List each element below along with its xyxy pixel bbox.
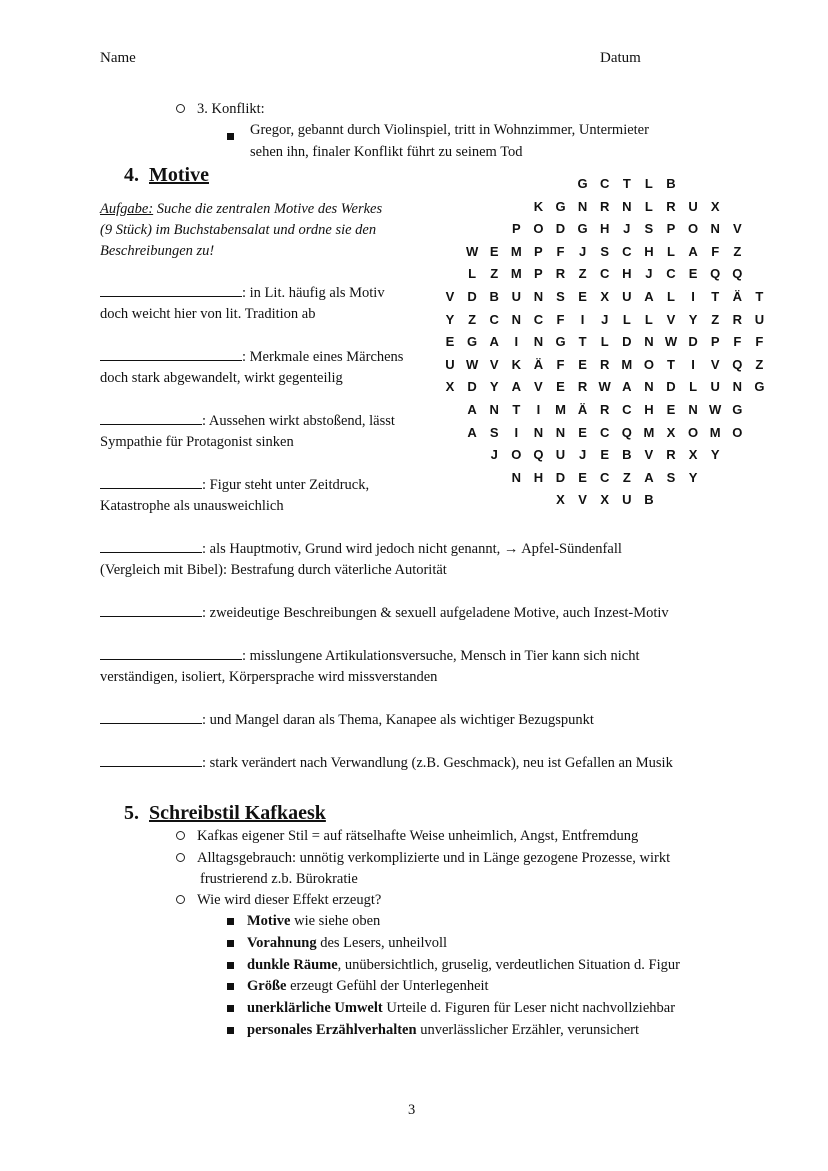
motive-item-3-line-1: : Aussehen wirkt abstoßend, lässt	[202, 413, 395, 429]
grid-letter: Z	[468, 311, 477, 327]
style-point-3	[176, 890, 381, 911]
grid-letter: F	[556, 311, 565, 327]
grid-letter: P	[534, 243, 543, 259]
effect-bullet-3-bold: dunkle Räume	[247, 957, 338, 973]
motive-item-4-line-1: : Figur steht unter Zeitdruck,	[202, 477, 370, 493]
grid-letter: C	[533, 311, 544, 327]
grid-letter: U	[555, 447, 566, 463]
motive-item-7-line-2: verständigen, isoliert, Körpersprache wird missverstanden	[100, 669, 438, 685]
grid-letter: I	[691, 289, 695, 304]
answer-blank-2[interactable]	[100, 348, 242, 361]
grid-letter: D	[467, 379, 477, 395]
grid-letter: D	[688, 334, 698, 350]
grid-letter: L	[667, 243, 675, 259]
section-5-title: Schreibstil Kafkaesk	[149, 802, 326, 824]
effect-bullet-2	[227, 933, 447, 954]
grid-letter: T	[755, 289, 764, 304]
grid-letter: Y	[688, 469, 698, 485]
grid-letter: T	[578, 334, 587, 350]
effect-bullet-2-rest: des Lesers, unheilvoll	[316, 935, 448, 951]
grid-letter: Ä	[577, 402, 588, 417]
grid-letter: I	[514, 424, 519, 440]
word-search-grid	[440, 176, 790, 521]
grid-letter: J	[578, 447, 587, 463]
grid-letter: F	[556, 356, 565, 372]
grid-letter: E	[666, 402, 676, 417]
grid-letter: L	[468, 266, 477, 282]
grid-letter: Q	[621, 424, 632, 440]
grid-letter: C	[599, 469, 610, 485]
conflict-title: 3. Konflikt:	[197, 101, 265, 117]
answer-blank-8[interactable]	[100, 711, 202, 724]
grid-letter: E	[578, 469, 587, 485]
grid-letter: K	[511, 356, 521, 372]
motive-item-8	[100, 710, 740, 731]
task-line-2: (9 Stück) im Buchstabensalat und ordne sie den	[100, 222, 377, 238]
grid-letter: J	[623, 221, 631, 237]
grid-letter: E	[556, 379, 565, 395]
motive-item-7	[100, 646, 740, 688]
square-bullet-icon	[227, 1027, 234, 1034]
grid-letter: R	[599, 402, 610, 417]
grid-letter: Y	[710, 447, 720, 463]
motive-item-1-line-1: : in Lit. häufig als Motiv	[242, 285, 385, 301]
task-line-1: Suche die zentralen Motive des Werkes	[153, 201, 383, 217]
effect-bullet-6-rest: unverlässlicher Erzähler, verunsichert	[416, 1022, 640, 1038]
answer-blank-5[interactable]	[100, 540, 202, 553]
grid-letter: Q	[710, 266, 721, 282]
task-label: Aufgabe:	[100, 201, 154, 217]
grid-letter: C	[489, 311, 499, 327]
grid-letter: E	[578, 356, 587, 372]
date-label: Datum	[600, 50, 641, 66]
grid-letter: B	[666, 176, 676, 191]
motive-item-3-line-2: Sympathie für Protagonist sinken	[100, 434, 294, 450]
square-bullet-icon	[227, 962, 234, 969]
answer-blank-3[interactable]	[100, 412, 202, 425]
grid-letter: G	[754, 379, 765, 395]
grid-letter: U	[622, 289, 632, 304]
grid-letter: C	[599, 176, 610, 191]
grid-letter: L	[600, 334, 609, 350]
grid-letter: X	[600, 289, 610, 304]
motive-item-6	[100, 603, 740, 624]
grid-letter: G	[732, 402, 743, 417]
section-5-number: 5.	[124, 802, 139, 824]
grid-letter: Z	[578, 266, 587, 282]
effect-bullet-3	[227, 955, 680, 976]
square-bullet-icon	[227, 918, 234, 925]
grid-letter: W	[465, 356, 479, 372]
square-bullet-icon	[227, 127, 234, 145]
effect-bullet-6-bold: personales Erzählverhalten	[247, 1022, 417, 1038]
conflict-text-1: Gregor, gebannt durch Violinspiel, tritt in Wohnzimmer, Untermieter	[250, 122, 649, 138]
grid-letter: G	[577, 176, 588, 191]
grid-letter: S	[644, 221, 654, 237]
grid-letter: M	[709, 424, 721, 440]
answer-blank-7[interactable]	[100, 647, 242, 660]
grid-letter: A	[688, 243, 698, 259]
effect-bullet-2-bold: Vorahnung	[247, 935, 317, 951]
grid-letter: R	[577, 379, 588, 395]
task-line-3: Beschreibungen zu!	[100, 243, 215, 259]
grid-letter: O	[643, 356, 654, 372]
grid-letter: L	[644, 198, 653, 214]
grid-letter: T	[622, 176, 631, 191]
grid-letter: P	[666, 221, 676, 237]
grid-letter: Z	[490, 266, 499, 282]
style-point-2	[176, 848, 670, 869]
effect-bullet-3-rest: , unübersichtlich, gruselig, verdeutlichen Situation d. Figur	[337, 957, 680, 973]
grid-letter: W	[709, 402, 722, 417]
grid-letter: U	[710, 379, 720, 395]
grid-letter: A	[467, 402, 477, 417]
grid-letter: Z	[711, 311, 720, 327]
grid-letter: D	[467, 289, 477, 304]
square-bullet-icon	[227, 940, 234, 947]
grid-letter: Y	[688, 311, 698, 327]
grid-letter: U	[445, 356, 455, 372]
grid-letter: L	[622, 311, 631, 327]
grid-letter: H	[533, 469, 544, 485]
grid-letter: V	[445, 289, 455, 304]
grid-letter: E	[688, 266, 698, 282]
grid-letter: L	[689, 379, 698, 395]
grid-letter: X	[666, 424, 676, 440]
grid-letter: R	[666, 447, 676, 463]
section-5-heading	[124, 802, 326, 825]
grid-letter: U	[688, 198, 698, 214]
grid-letter: M	[643, 424, 655, 440]
square-bullet-icon	[227, 983, 234, 990]
grid-letter: J	[645, 266, 653, 282]
grid-letter: A	[644, 469, 654, 485]
answer-blank-4[interactable]	[100, 476, 202, 489]
grid-letter: C	[599, 266, 610, 282]
grid-letter: Z	[622, 469, 631, 485]
conflict-item	[176, 99, 265, 120]
grid-letter: B	[489, 289, 499, 304]
grid-letter: Y	[445, 311, 455, 327]
grid-letter: R	[732, 311, 742, 327]
grid-letter: E	[489, 243, 499, 259]
grid-letter: N	[489, 402, 499, 417]
grid-letter: I	[514, 334, 519, 350]
circle-bullet-icon	[176, 831, 185, 840]
circle-bullet-icon	[176, 104, 185, 113]
grid-letter: H	[644, 243, 654, 259]
grid-letter: W	[465, 243, 479, 259]
grid-letter: J	[490, 447, 498, 463]
grid-letter: D	[622, 334, 632, 350]
grid-letter: N	[577, 198, 588, 214]
grid-letter: E	[578, 424, 587, 440]
grid-letter: V	[644, 447, 654, 463]
motive-item-7-line-1: : misslungene Artikulationsversuche, Mensch in Tier kann sich nicht	[242, 648, 640, 664]
grid-letter: V	[578, 492, 587, 508]
grid-letter: F	[733, 334, 742, 350]
grid-letter: O	[732, 424, 743, 440]
task-text	[100, 199, 420, 262]
grid-letter: N	[644, 379, 654, 395]
grid-letter: J	[601, 311, 609, 327]
motive-item-9	[100, 753, 740, 774]
circle-bullet-icon	[176, 895, 185, 904]
grid-letter: X	[710, 198, 720, 214]
grid-letter: D	[555, 469, 566, 485]
grid-letter: H	[599, 221, 610, 237]
grid-letter: U	[754, 311, 765, 327]
motive-item-8-line-1: : und Mangel daran als Thema, Kanapee als wichtiger Bezugspunkt	[202, 712, 594, 728]
style-point-1-text: Kafkas eigener Stil = auf rätselhafte Weise unheimlich, Angst, Entfremdung	[197, 828, 639, 844]
grid-letter: G	[467, 334, 478, 350]
effect-bullet-4	[227, 976, 489, 997]
grid-letter: Q	[732, 266, 743, 282]
grid-letter: C	[599, 424, 610, 440]
grid-letter: T	[512, 402, 521, 417]
grid-letter: P	[534, 266, 543, 282]
motive-item-5-line-1: : als Hauptmotiv, Grund wird jedoch nicht genannt, → Apfel-Sündenfall	[202, 541, 622, 557]
grid-letter: N	[644, 334, 654, 350]
motive-item-2	[100, 347, 403, 389]
grid-letter: L	[667, 289, 675, 304]
grid-letter: A	[511, 379, 521, 395]
motive-item-3	[100, 411, 395, 453]
grid-letter: Z	[733, 243, 742, 259]
grid-letter: Q	[533, 447, 544, 463]
grid-letter: R	[666, 198, 676, 214]
motive-item-4-line-2: Katastrophe als unausweichlich	[100, 498, 284, 514]
effect-bullet-5-rest: Urteile d. Figuren für Leser nicht nachvollziehbar	[382, 1000, 676, 1016]
grid-letter: U	[511, 289, 521, 304]
grid-letter: Ä	[533, 356, 544, 372]
grid-letter: E	[578, 289, 587, 304]
grid-letter: P	[710, 334, 720, 350]
style-point-2-line-1: Alltagsgebrauch: unnötig verkomplizierte und in Länge gezogene Prozesse, wirkt	[197, 850, 671, 866]
grid-letter: V	[732, 221, 742, 237]
grid-letter: A	[644, 289, 654, 304]
grid-letter: V	[489, 356, 499, 372]
grid-letter: K	[533, 198, 544, 214]
effect-bullet-1-rest: wie siehe oben	[290, 913, 381, 929]
grid-letter: M	[621, 356, 633, 372]
effect-bullet-4-bold: Größe	[247, 978, 287, 994]
grid-letter: N	[622, 198, 632, 214]
grid-letter: H	[622, 266, 632, 282]
section-4-heading	[124, 164, 209, 187]
grid-letter: R	[555, 266, 566, 282]
grid-letter: A	[622, 379, 632, 395]
motive-item-2-line-1: : Merkmale eines Märchens	[242, 349, 404, 365]
grid-letter: A	[489, 334, 499, 350]
name-label: Name	[100, 50, 136, 66]
grid-letter: D	[666, 379, 676, 395]
answer-blank-6[interactable]	[100, 604, 202, 617]
grid-letter: N	[511, 469, 521, 485]
answer-blank-9[interactable]	[100, 754, 202, 767]
motive-item-1-line-2: doch weicht hier von lit. Tradition ab	[100, 306, 316, 322]
grid-letter: N	[732, 379, 742, 395]
grid-letter: M	[510, 266, 522, 282]
style-point-1	[176, 826, 638, 847]
motive-item-6-line-1: : zweideutige Beschreibungen & sexuell aufgeladene Motive, auch Inzest-Motiv	[202, 605, 669, 621]
grid-letter: Q	[732, 356, 743, 372]
effect-bullet-1	[227, 911, 380, 932]
grid-letter: N	[688, 402, 698, 417]
section-4-title: Motive	[149, 164, 209, 186]
grid-letter: S	[600, 243, 610, 259]
grid-letter: A	[467, 424, 477, 440]
answer-blank-1[interactable]	[100, 284, 242, 297]
grid-letter: O	[688, 221, 699, 237]
grid-letter: X	[688, 447, 698, 463]
grid-letter: B	[622, 447, 632, 463]
grid-letter: T	[667, 356, 675, 372]
grid-letter: E	[445, 334, 455, 350]
effect-bullet-1-bold: Motive	[247, 913, 291, 929]
grid-letter: N	[533, 334, 544, 350]
grid-letter: Z	[755, 356, 764, 372]
square-bullet-icon	[227, 1005, 234, 1012]
grid-letter: S	[666, 469, 676, 485]
grid-letter: N	[555, 424, 566, 440]
grid-letter: G	[577, 221, 588, 237]
grid-letter: D	[555, 221, 566, 237]
grid-letter: H	[644, 402, 654, 417]
grid-letter: Ä	[732, 289, 742, 304]
effect-bullet-4-rest: erzeugt Gefühl der Unterlegenheit	[286, 978, 489, 994]
style-point-3-text: Wie wird dieser Effekt erzeugt?	[197, 892, 382, 908]
effect-bullet-6	[227, 1020, 639, 1041]
grid-letter: G	[555, 198, 566, 214]
effect-bullet-5	[227, 998, 675, 1019]
motive-item-5	[100, 539, 740, 581]
grid-letter: X	[445, 379, 455, 395]
grid-letter: M	[555, 402, 566, 417]
page-number: 3	[408, 1102, 416, 1118]
grid-letter: O	[533, 221, 544, 237]
motive-item-5-line-2: (Vergleich mit Bibel): Bestrafung durch väterliche Autorität	[100, 562, 447, 578]
grid-letter: C	[622, 243, 632, 259]
grid-letter: S	[489, 424, 499, 440]
grid-letter: T	[711, 289, 720, 304]
grid-letter: V	[710, 356, 720, 372]
grid-letter: F	[556, 243, 565, 259]
style-point-2-line-2: frustrierend z.b. Bürokratie	[200, 871, 358, 887]
grid-letter: W	[598, 379, 611, 395]
circle-bullet-icon	[176, 853, 185, 862]
grid-letter: U	[622, 492, 632, 508]
grid-letter: F	[755, 334, 764, 350]
grid-letter: I	[536, 402, 541, 417]
grid-letter: P	[511, 221, 521, 237]
grid-letter: M	[510, 243, 522, 259]
grid-letter: B	[644, 492, 654, 508]
motive-item-2-line-2: doch stark abgewandelt, wirkt gegenteilig	[100, 370, 343, 386]
grid-letter: X	[600, 492, 610, 508]
grid-letter: N	[533, 289, 544, 304]
motive-item-1	[100, 283, 385, 325]
grid-letter: N	[533, 424, 544, 440]
grid-letter: C	[666, 266, 676, 282]
grid-letter: F	[711, 243, 720, 259]
grid-letter: G	[555, 334, 566, 350]
motive-item-9-line-1: : stark verändert nach Verwandlung (z.B. Geschmack), neu ist Gefallen an Musik	[202, 755, 673, 771]
grid-letter: R	[599, 356, 610, 372]
effect-bullet-5-bold: unerklärliche Umwelt	[247, 1000, 383, 1016]
grid-letter: O	[688, 424, 699, 440]
grid-letter: X	[556, 492, 565, 508]
grid-letter: E	[600, 447, 610, 463]
grid-letter: I	[580, 311, 585, 327]
grid-letter: O	[511, 447, 522, 463]
grid-letter: W	[664, 334, 678, 350]
grid-letter: L	[644, 176, 653, 191]
grid-letter: N	[710, 221, 720, 237]
grid-letter: V	[534, 379, 543, 395]
grid-letter: I	[691, 356, 695, 372]
grid-letter: C	[622, 402, 632, 417]
section-4-number: 4.	[124, 164, 139, 186]
grid-letter: L	[644, 311, 653, 327]
motive-item-4	[100, 475, 369, 517]
grid-letter: R	[599, 198, 610, 214]
conflict-text-2: sehen ihn, finaler Konflikt führt zu seinem Tod	[250, 144, 523, 160]
grid-letter: Y	[489, 379, 499, 395]
grid-letter: N	[511, 311, 521, 327]
grid-letter: V	[666, 311, 676, 327]
grid-letter: S	[556, 289, 565, 304]
grid-letter: J	[578, 243, 587, 259]
